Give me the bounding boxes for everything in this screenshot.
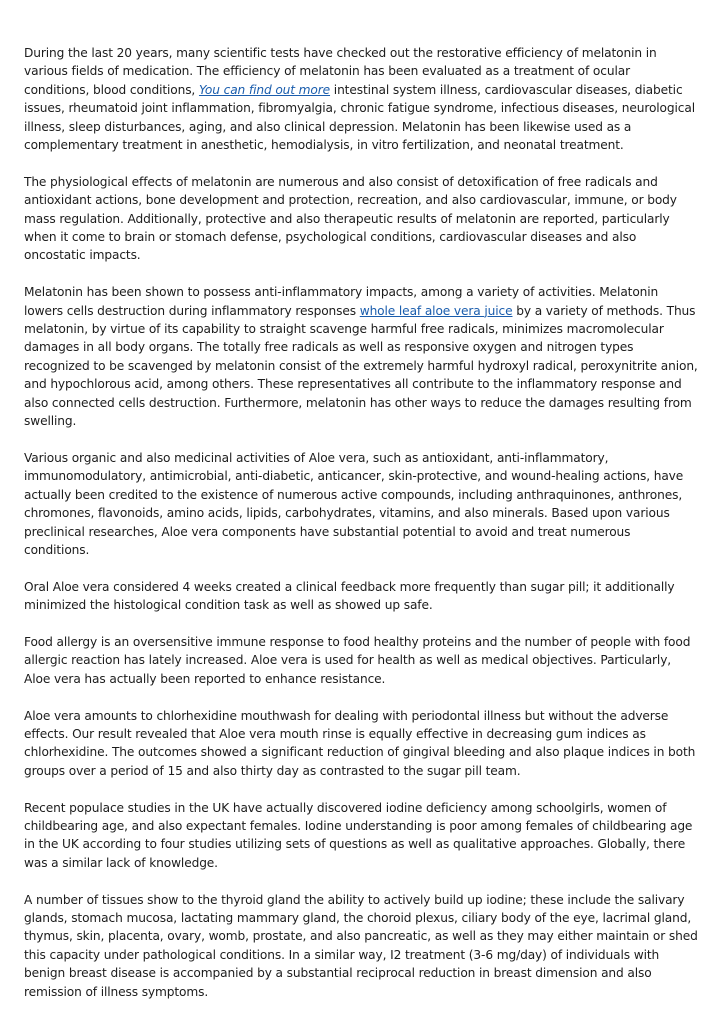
paragraph-3-text-after: by a variety of methods. Thus melatonin, by virtue of its capability to straight scavenge harmful free radicals, minimizes macromolecular damages in all body organs. The totally free radicals as well as responsive oxygen and nitrogen types recognized to be scavenged by melatonin consist of the extremely harmful hydroxyl radical, peroxynitrite anion, and hypochlorous acid, among others. These representatives all contribute to the inflammatory response and also connected cells destruction. Furthermore, melatonin has other ways to reduce the damages resulting from swelling. [24,303,698,429]
paragraph-8: Recent populace studies in the UK have actually discovered iodine deficiency among schoolgirls, women of childbearing age, and also expectant females. Iodine understanding is poor among females of childbearing age in the UK according to four studies utilizing sets of questions as well as qualitative approaches. Globally, there was a similar lack of knowledge. [24,800,693,870]
paragraph-3 [24,283,698,430]
paragraph-7: Aloe vera amounts to chlorhexidine mouthwash for dealing with periodontal illness but without the adverse effects. Our result revealed that Aloe vera mouth rinse is equally effective in decreasing gum indices as chlorhexidine. The outcomes showed a significant reduction of gingival bleeding and also plaque indices in both groups over a period of 15 and also thirty day as contrasted to the sugar pill team. [24,708,696,778]
paragraph-1 [24,44,698,154]
paragraph-4: Various organic and also medicinal activities of Aloe vera, such as antioxidant, anti-inflammatory, immunomodulatory, antimicrobial, anti-diabetic, anticancer, skin-protective, and wound-healing actions, have actually been credited to the existence of numerous active compounds, including anthraquinones, anthrones, chromones, flavonoids, amino acids, lipids, carbohydrates, vitamins, and also minerals. Based upon various preclinical researches, Aloe vera components have substantial potential to avoid and treat numerous conditions. [24,450,684,557]
whole-leaf-aloe-vera-juice-link[interactable]: whole leaf aloe vera juice [359,303,513,318]
paragraph-2: The physiological effects of melatonin are numerous and also consist of detoxification of free radicals and antioxidant actions, bone development and protection, recreation, and also cardiovascular, immune, or body mass regulation. Additionally, protective and also therapeutic results of melatonin are reported, particularly when it come to brain or stomach defense, psychological conditions, cardiovascular diseases and also oncostatic impacts. [24,174,677,263]
paragraph-6: Food allergy is an oversensitive immune response to food healthy proteins and the number of people with food allergic reaction has lately increased. Aloe vera is used for health as well as medical objectives. Particularly, Aloe vera has actually been reported to enhance resistance. [24,634,691,686]
paragraph-3-text-before: Melatonin has been shown to possess anti-inflammatory impacts, among a variety of activities. Melatonin lowers cells destruction during inflammatory responses [24,285,659,318]
paragraph-1-text-before: During the last 20 years, many scientific tests have checked out the restorative efficiency of melatonin in various fields of medication. The efficiency of melatonin has been evaluated as a treatment of ocular conditions, blood conditions, [24,46,657,97]
paragraph-5: Oral Aloe vera considered 4 weeks created a clinical feedback more frequently than sugar pill; it additionally minimized the histological condition task as well as showed up safe. [24,579,675,613]
paragraph-1-text-after: intestinal system illness, cardiovascular diseases, diabetic issues, rheumatoid joint inflammation, fibromyalgia, chronic fatigue syndrome, infectious diseases, neurological illness, sleep disturbances, aging, and also clinical depression. Melatonin has been likewise used as a complementary treatment in anesthetic, hemodialysis, in vitro fertilization, and neonatal treatment. [24,82,695,153]
paragraph-9: A number of tissues show to the thyroid gland the ability to actively build up iodine; these include the salivary glands, stomach mucosa, lactating mammary gland, the choroid plexus, ciliary body of the eye, lacrimal gland, thymus, skin, placenta, ovary, womb, prostate, and also pancreatic, as well as they may either maintain or shed this capacity under pathological conditions. In a similar way, I2 treatment (3-6 mg/day) of individuals with benign breast disease is accompanied by a substantial reciprocal reduction in breast dimension and also remission of illness symptoms. [24,892,698,999]
you-can-find-out-more-link[interactable]: You can find out more [198,82,331,97]
